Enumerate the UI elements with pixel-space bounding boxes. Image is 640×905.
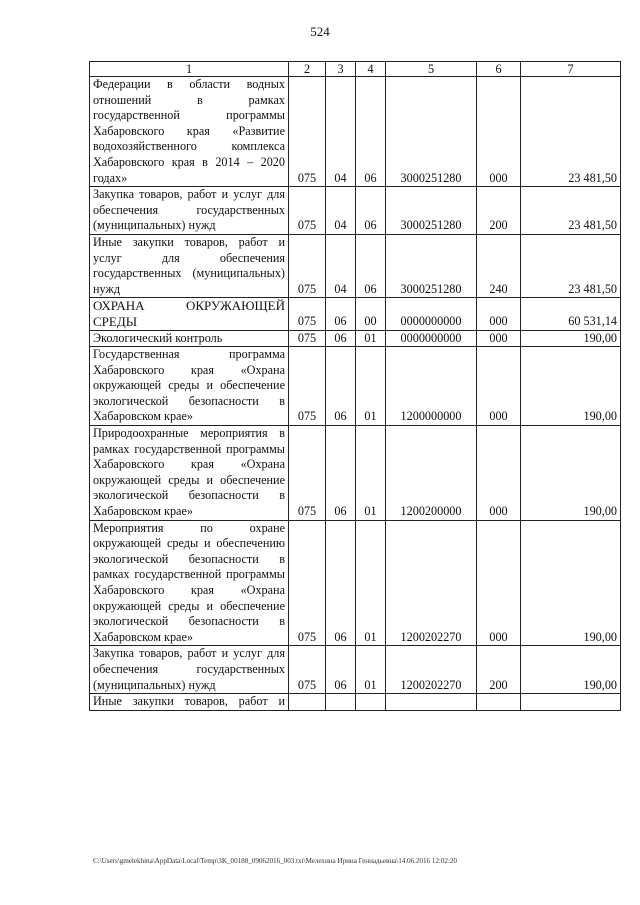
- header-row: [90, 62, 621, 77]
- table-row: [90, 347, 621, 426]
- table-row: [90, 187, 621, 235]
- table-row: [90, 330, 621, 347]
- row-code-6: 240: [477, 234, 521, 297]
- budget-table: [89, 61, 621, 711]
- row-code-4: 01: [356, 347, 386, 426]
- column-header-4: 4: [356, 62, 386, 77]
- row-code-6: 000: [477, 298, 521, 330]
- file-path-footer: C:\Users\gmelekhina\AppData\Local\Temp\3K_00188_09062016_003.txt\Мелехина Ирина Геннадьевна\14.06.2016 12:02:20: [93, 857, 457, 865]
- row-code-6: 000: [477, 520, 521, 646]
- column-header-6: 6: [477, 62, 521, 77]
- row-code-4: 06: [356, 77, 386, 187]
- row-name: Закупка товаров, работ и услуг для обеспечения государственных (муниципальных) нужд: [90, 187, 289, 235]
- row-name: Закупка товаров, работ и услуг для обеспечения государственных (муниципальных) нужд: [90, 646, 289, 694]
- row-code-5: [386, 694, 477, 711]
- row-code-5: 3000251280: [386, 187, 477, 235]
- row-code-4: 01: [356, 330, 386, 347]
- row-code-3: 06: [326, 520, 356, 646]
- row-code-5: 1200000000: [386, 347, 477, 426]
- column-header-1: 1: [90, 62, 289, 77]
- row-code-5: 1200202270: [386, 646, 477, 694]
- row-name: Мероприятия по охране окружающей среды и обеспечению экологической безопасности в рамках государственной программы Хабаровского края «Охрана окружающей среды и обеспечение экологической безопасности в Хабаровском крае»: [90, 520, 289, 646]
- column-header-3: 3: [326, 62, 356, 77]
- column-header-7: 7: [521, 62, 621, 77]
- table-row: [90, 298, 621, 330]
- row-code-4: 00: [356, 298, 386, 330]
- row-code-5: 1200202270: [386, 520, 477, 646]
- row-code-2: [289, 694, 326, 711]
- row-code-2: 075: [289, 646, 326, 694]
- row-name: Иные закупки товаров, работ и услуг для обеспечения государственных (муниципальных) нужд: [90, 234, 289, 297]
- row-code-4: 01: [356, 426, 386, 521]
- row-code-3: 04: [326, 77, 356, 187]
- row-code-3: 06: [326, 330, 356, 347]
- column-header-2: 2: [289, 62, 326, 77]
- row-amount: 190,00: [521, 426, 621, 521]
- table-row: [90, 646, 621, 694]
- row-code-3: 04: [326, 187, 356, 235]
- row-amount: 23 481,50: [521, 77, 621, 187]
- row-code-6: 200: [477, 646, 521, 694]
- row-code-2: 075: [289, 426, 326, 521]
- row-code-6: 000: [477, 330, 521, 347]
- row-name: Экологический контроль: [90, 330, 289, 347]
- table-row: [90, 520, 621, 646]
- row-amount: 190,00: [521, 646, 621, 694]
- row-code-3: 06: [326, 347, 356, 426]
- row-code-6: 000: [477, 347, 521, 426]
- row-amount: [521, 694, 621, 711]
- row-code-6: 000: [477, 426, 521, 521]
- row-name: Природоохранные мероприятия в рамках государственной программы Хабаровского края «Охрана окружающей среды и обеспечение экологической безопасности в Хабаровском крае»: [90, 426, 289, 521]
- row-code-3: 04: [326, 234, 356, 297]
- row-code-6: [477, 694, 521, 711]
- row-amount: 60 531,14: [521, 298, 621, 330]
- table-row: [90, 77, 621, 187]
- page-number: 524: [310, 24, 330, 39]
- row-code-3: 06: [326, 646, 356, 694]
- row-code-2: 075: [289, 187, 326, 235]
- row-name: Иные закупки товаров, работ и: [90, 694, 289, 711]
- row-code-2: 075: [289, 347, 326, 426]
- row-amount: 23 481,50: [521, 187, 621, 235]
- row-code-5: 3000251280: [386, 77, 477, 187]
- row-code-4: 06: [356, 187, 386, 235]
- row-name: ОХРАНА ОКРУЖАЮЩЕЙ СРЕДЫ: [90, 298, 289, 330]
- row-code-3: [326, 694, 356, 711]
- row-code-3: 06: [326, 426, 356, 521]
- row-code-4: [356, 694, 386, 711]
- row-code-2: 075: [289, 234, 326, 297]
- row-code-2: 075: [289, 77, 326, 187]
- row-code-6: 000: [477, 77, 521, 187]
- row-code-2: 075: [289, 298, 326, 330]
- row-code-5: 0000000000: [386, 330, 477, 347]
- row-code-6: 200: [477, 187, 521, 235]
- row-amount: 190,00: [521, 520, 621, 646]
- row-code-5: 3000251280: [386, 234, 477, 297]
- row-code-5: 1200200000: [386, 426, 477, 521]
- row-code-2: 075: [289, 330, 326, 347]
- row-amount: 23 481,50: [521, 234, 621, 297]
- row-code-3: 06: [326, 298, 356, 330]
- row-code-5: 0000000000: [386, 298, 477, 330]
- row-code-4: 01: [356, 646, 386, 694]
- table-row: [90, 694, 621, 711]
- column-header-5: 5: [386, 62, 477, 77]
- row-code-4: 01: [356, 520, 386, 646]
- row-amount: 190,00: [521, 330, 621, 347]
- row-name: Федерации в области водных отношений в рамках государственной программы Хабаровского края «Развитие водохозяйственного комплекса Хабаровского края в 2014 – 2020 годах»: [90, 77, 289, 187]
- row-amount: 190,00: [521, 347, 621, 426]
- row-code-2: 075: [289, 520, 326, 646]
- row-name: Государственная программа Хабаровского края «Охрана окружающей среды и обеспечение экологической безопасности в Хабаровском крае»: [90, 347, 289, 426]
- table-row: [90, 426, 621, 521]
- row-code-4: 06: [356, 234, 386, 297]
- table-row: [90, 234, 621, 297]
